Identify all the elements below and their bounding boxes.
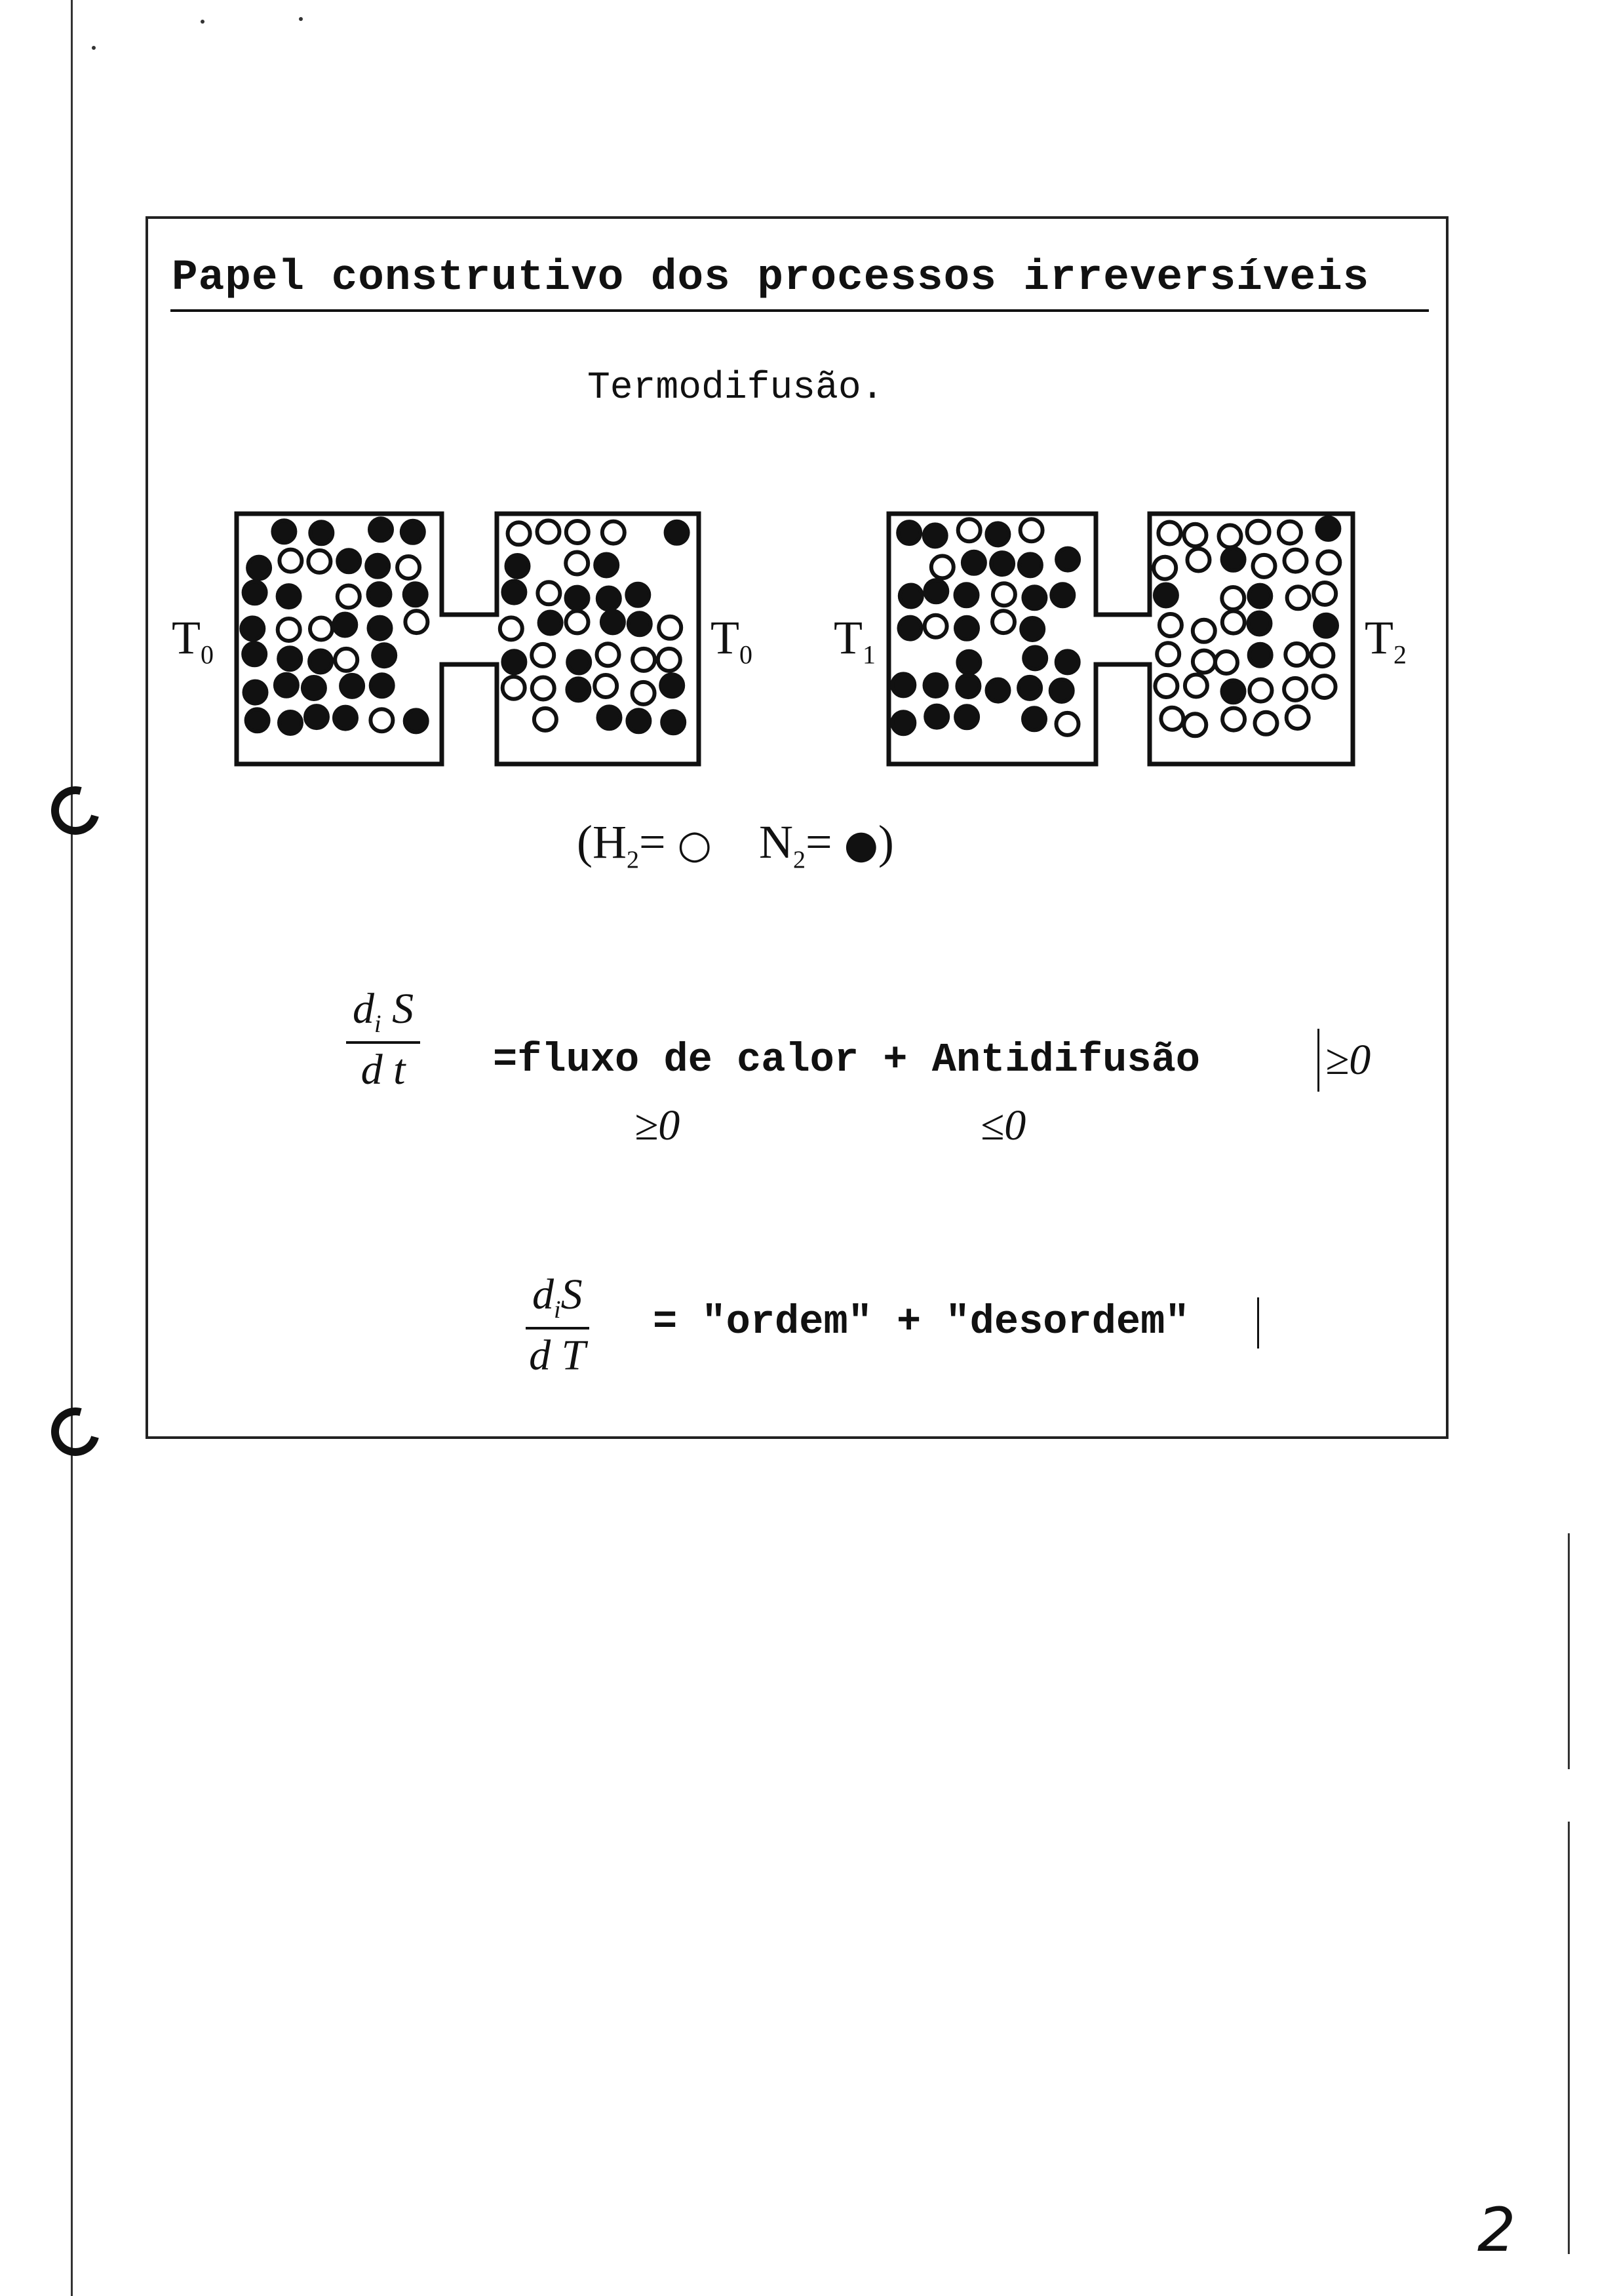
hydrogen-particle — [1158, 522, 1180, 545]
hydrogen-particle — [1317, 551, 1340, 573]
nitrogen-particle — [1222, 548, 1245, 571]
nitrogen-particle — [244, 681, 267, 704]
hydrogen-particle — [1253, 555, 1275, 577]
temperature-label-left-t0: $T_0$ — [172, 611, 214, 670]
nitrogen-particle — [275, 674, 298, 697]
hydrogen-particle — [931, 556, 954, 578]
nitrogen-particle — [568, 651, 590, 674]
hydrogen-particle — [370, 709, 393, 731]
nitrogen-particle — [369, 617, 391, 640]
nitrogen-particle — [368, 583, 391, 605]
hydrogen-particle — [279, 550, 302, 572]
equation2-bar — [1257, 1297, 1259, 1349]
nitrogen-particle — [1023, 708, 1045, 730]
nitrogen-particle — [405, 710, 427, 732]
nitrogen-particle — [925, 706, 948, 728]
hydrogen-particle — [532, 644, 554, 666]
hydrogen-particle — [1313, 583, 1336, 605]
nitrogen-particle — [241, 617, 263, 640]
nitrogen-particle — [1249, 644, 1272, 666]
hydrogen-particle — [532, 678, 555, 700]
nitrogen-particle — [1315, 615, 1337, 637]
nitrogen-particle — [246, 709, 269, 731]
page-margin-line — [71, 0, 73, 2296]
hydrogen-particle — [597, 643, 619, 666]
entropy-production-rate-fraction: $\frac{d_i S}{\text{d t}}$ — [346, 985, 420, 1094]
nitrogen-particle — [899, 617, 922, 640]
nitrogen-particle — [956, 584, 978, 606]
thermodiffusion-diagram — [148, 219, 1446, 874]
slide-title: Papel construtivo dos processos irreversíveis — [172, 253, 1370, 302]
hydrogen-particle — [566, 552, 588, 575]
nitrogen-particle — [334, 707, 357, 729]
nitrogen-particle — [503, 651, 525, 673]
nitrogen-particle — [334, 614, 356, 636]
nitrogen-particle — [924, 524, 946, 546]
page-number: 2 — [1477, 2195, 1516, 2265]
nitrogen-particle — [1249, 585, 1271, 607]
hydrogen-particle — [278, 619, 300, 641]
nitrogen-particle — [341, 675, 363, 697]
nitrogen-particle — [987, 679, 1009, 702]
nitrogen-particle — [539, 612, 562, 634]
nitrogen-particle — [1222, 680, 1245, 702]
nitrogen-filled-circle-icon: ● — [844, 822, 878, 868]
nitrogen-particle — [371, 674, 393, 697]
nitrogen-particle — [309, 651, 332, 673]
nitrogen-particle — [662, 711, 684, 733]
hydrogen-particle — [602, 522, 625, 544]
binder-hole-icon — [42, 777, 108, 843]
hydrogen-particle — [1193, 651, 1215, 673]
page-right-edge — [1568, 1533, 1570, 1769]
hydrogen-open-circle-icon: ○ — [677, 822, 712, 868]
nitrogen-particle — [1051, 584, 1074, 606]
hydrogen-particle — [1222, 587, 1244, 609]
nitrogen-particle — [925, 674, 947, 697]
entropy-temperature-fraction: $d_iS$ d T — [526, 1271, 589, 1380]
slide-frame — [146, 216, 1449, 1439]
scan-speck — [201, 20, 204, 24]
temperature-label-t1: $T_1$ — [834, 611, 876, 670]
hydrogen-particle — [1287, 706, 1309, 729]
hydrogen-particle — [335, 649, 357, 671]
nitrogen-particle — [279, 712, 302, 734]
hydrogen-particle — [658, 649, 680, 671]
particles-left — [241, 518, 688, 734]
page-right-edge — [1568, 1822, 1570, 2254]
hydrogen-particle — [1161, 708, 1183, 730]
nitrogen-particle — [900, 585, 922, 607]
hydrogen-particle — [1287, 586, 1310, 609]
nitrogen-particle — [310, 522, 332, 544]
particles-right — [892, 518, 1340, 736]
slide-subtitle: Termodifusão. — [587, 367, 884, 410]
nitrogen-particle — [1317, 518, 1339, 540]
nitrogen-particle — [243, 643, 265, 665]
hydrogen-particle — [1185, 675, 1207, 697]
hydrogen-particle — [1215, 651, 1237, 674]
nitrogen-particle — [1021, 618, 1043, 640]
hydrogen-particle — [1285, 550, 1307, 572]
hydrogen-particle — [1255, 712, 1277, 735]
hydrogen-particle — [958, 519, 981, 541]
nitrogen-particle — [278, 585, 300, 607]
scan-speck — [299, 17, 303, 21]
hydrogen-particle — [566, 521, 589, 543]
hydrogen-particle — [1159, 614, 1182, 636]
temperature-label-t2: $T_2$ — [1365, 611, 1407, 670]
nitrogen-particle — [404, 583, 427, 605]
hydrogen-particle — [405, 611, 427, 633]
hydrogen-particle — [537, 582, 560, 604]
binder-hole-icon — [42, 1398, 108, 1464]
hydrogen-particle — [534, 708, 556, 731]
nitrogen-particle — [595, 554, 617, 577]
hydrogen-particle — [1184, 524, 1207, 546]
hydrogen-particle — [1021, 519, 1043, 541]
nitrogen-particle — [507, 555, 529, 577]
hydrogen-particle — [1057, 713, 1079, 735]
antidiffusion-sign: ≤0 — [981, 1101, 1026, 1149]
temperature-label-right-t0: $T_0$ — [710, 611, 752, 670]
evaluation-bar — [1317, 1029, 1319, 1092]
nitrogen-particle — [892, 674, 914, 696]
nitrogen-particle — [273, 520, 295, 543]
hydrogen-particle — [992, 611, 1015, 633]
heat-flux-sign: ≥0 — [634, 1101, 680, 1149]
nitrogen-particle — [370, 518, 392, 541]
apparatus-left — [237, 514, 699, 764]
hydrogen-particle — [310, 618, 332, 640]
nitrogen-particle — [627, 584, 649, 606]
nitrogen-particle — [1019, 554, 1041, 576]
nitrogen-particle — [402, 521, 424, 543]
apparatus-right — [889, 514, 1353, 764]
hydrogen-particle — [508, 522, 530, 545]
nitrogen-particle — [629, 613, 651, 635]
hydrogen-particle — [338, 586, 360, 608]
nitrogen-particle — [305, 706, 328, 728]
hydrogen-particle — [1247, 521, 1270, 543]
nitrogen-particle — [598, 706, 621, 729]
nitrogen-particle — [598, 588, 620, 610]
hydrogen-particle — [1279, 522, 1301, 544]
nitrogen-particle — [567, 678, 589, 700]
nitrogen-particle — [991, 552, 1013, 575]
nitrogen-particle — [627, 710, 650, 732]
nitrogen-particle — [248, 557, 270, 579]
nitrogen-particle — [661, 674, 683, 697]
hydrogen-particle — [1188, 549, 1210, 571]
nitrogen-particle — [303, 677, 325, 699]
hydrogen-particle — [632, 682, 655, 704]
nitrogen-particle — [1155, 584, 1177, 607]
nitrogen-particle — [602, 611, 624, 633]
equation2-rhs: = "ordem" + "desordem" — [653, 1299, 1190, 1345]
nitrogen-particle — [892, 712, 914, 734]
nitrogen-particle — [957, 675, 979, 697]
hydrogen-particle — [397, 556, 419, 579]
hydrogen-particle — [503, 677, 525, 699]
nitrogen-particle — [503, 581, 525, 603]
hydrogen-particle — [1284, 678, 1306, 700]
hydrogen-particle — [1154, 557, 1176, 579]
particle-legend: ($H_2=$ ○ $N_2=$ ●) — [577, 816, 894, 874]
hydrogen-particle — [1313, 676, 1336, 698]
hydrogen-particle — [500, 617, 522, 640]
nitrogen-particle — [1057, 651, 1079, 673]
hydrogen-particle — [925, 615, 947, 638]
hydrogen-particle — [1184, 714, 1206, 736]
nitrogen-particle — [279, 647, 301, 670]
nitrogen-particle — [1051, 679, 1073, 702]
hydrogen-particle — [308, 550, 330, 573]
hydrogen-particle — [1222, 611, 1245, 634]
hydrogen-particle — [537, 520, 560, 543]
scan-speck — [92, 46, 96, 50]
equation1-rhs: =fluxo de calor + Antidifusão — [493, 1037, 1200, 1083]
hydrogen-particle — [1193, 620, 1215, 642]
hydrogen-particle — [993, 583, 1015, 605]
nitrogen-particle — [963, 552, 985, 574]
hydrogen-particle — [659, 617, 681, 639]
nitrogen-particle — [898, 522, 920, 544]
hydrogen-particle — [594, 675, 617, 697]
hydrogen-particle — [1222, 708, 1245, 731]
nitrogen-particle — [366, 555, 389, 577]
hydrogen-particle — [1219, 525, 1241, 547]
nitrogen-particle — [958, 651, 980, 674]
equation1-result: ≥0 — [1325, 1036, 1371, 1084]
hydrogen-particle — [1285, 643, 1308, 666]
hydrogen-particle — [1311, 644, 1333, 666]
nitrogen-particle — [1249, 613, 1271, 635]
nitrogen-particle — [956, 617, 978, 640]
nitrogen-particle — [1023, 586, 1045, 609]
nitrogen-particle — [1019, 677, 1041, 699]
nitrogen-particle — [1024, 647, 1046, 669]
nitrogen-particle — [956, 706, 978, 728]
nitrogen-particle — [1057, 548, 1079, 571]
hydrogen-particle — [1155, 675, 1177, 697]
nitrogen-particle — [925, 580, 947, 602]
nitrogen-particle — [373, 644, 395, 666]
hydrogen-particle — [566, 611, 589, 633]
nitrogen-particle — [666, 522, 688, 544]
hydrogen-particle — [1157, 643, 1179, 665]
nitrogen-particle — [244, 581, 266, 603]
hydrogen-particle — [1250, 679, 1272, 702]
hydrogen-particle — [632, 649, 655, 671]
nitrogen-particle — [338, 550, 360, 572]
nitrogen-particle — [566, 587, 589, 609]
nitrogen-particle — [986, 523, 1009, 545]
